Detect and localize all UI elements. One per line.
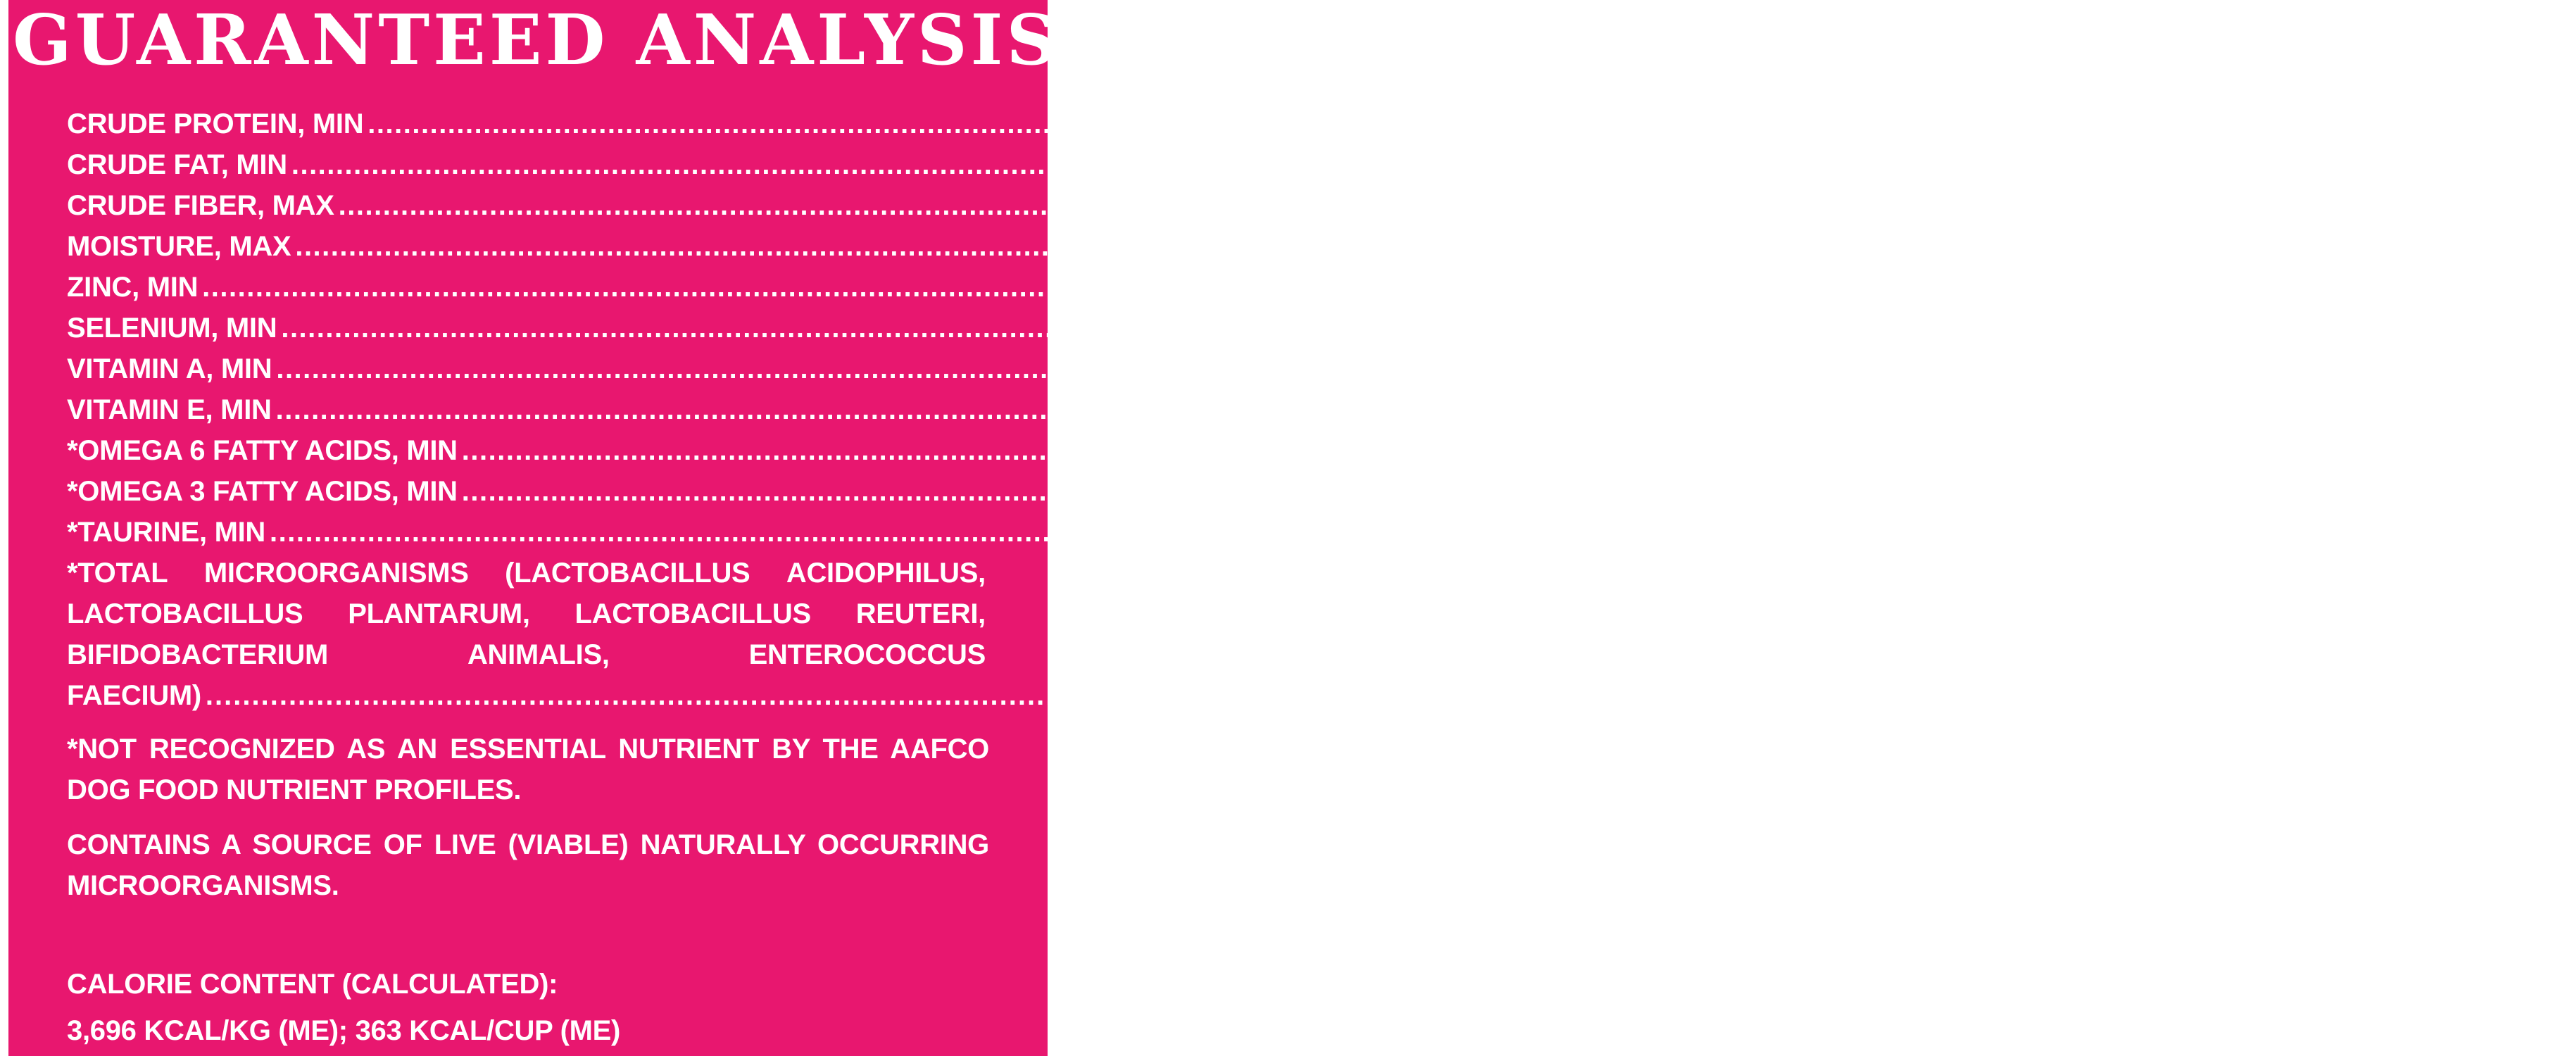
nutrient-value: 10.0%: [2128, 231, 2208, 262]
nutrient-label: SELENIUM, MIN: [67, 313, 277, 344]
dot-leader: ..............................................................................................................................................................................................................: [338, 190, 2168, 221]
dot-leader: ..............................................................................................................................................................................................................: [270, 517, 2099, 548]
microorganisms-line: [67, 637, 986, 672]
analysis-row: [67, 351, 2270, 386]
microorganisms-line: [67, 596, 986, 631]
analysis-row: [67, 433, 2359, 468]
nutrient-value: 3.0%: [2172, 190, 2235, 221]
microorganisms-word: LACTOBACILLUS: [574, 598, 811, 629]
nutrient-label: VITAMIN E, MIN: [67, 394, 272, 425]
microorganisms-word: ACIDOPHILUS,: [786, 558, 986, 589]
analysis-row: [67, 515, 2182, 550]
microorganisms-label: FAECIUM): [67, 680, 201, 711]
analysis-panel: [8, 0, 2576, 1056]
dot-leader: ..............................................................................................................................................................................................................: [276, 353, 2106, 384]
nutrient-value: 15.0%: [2125, 149, 2204, 180]
nutrient-label: ZINC, MIN: [67, 272, 199, 303]
nutrient-value: 0.3%: [2295, 476, 2359, 507]
nutrient-label: *OMEGA 6 FATTY ACIDS, MIN: [67, 435, 458, 466]
microorganisms-word: ENTEROCOCCUS: [748, 639, 986, 670]
dot-leader: ..............................................................................................................................................................................................................: [295, 231, 2125, 262]
analysis-row: [67, 147, 2204, 182]
microorganisms-word: BIFIDOBACTERIUM: [67, 639, 329, 670]
microorganisms-word: LACTOBACILLUS: [67, 598, 303, 629]
nutrient-value: 0.12%: [2103, 517, 2182, 548]
nutrient-value: 2.4%: [2295, 435, 2359, 466]
microorganisms-word: PLANTARUM,: [348, 598, 530, 629]
dot-leader: ..............................................................................................................................................................................................................: [281, 313, 2111, 344]
dot-leader: ..............................................................................................................................................................................................................: [461, 476, 2292, 507]
microorganisms-value: NOT LESS THAN 1,000,000 CFU/LB: [2111, 680, 2576, 711]
aafco-footnote: *NOT RECOGNIZED AS AN ESSENTIAL NUTRIENT BY THE AAFCO DOG FOOD NUTRIENT PROFILES.: [67, 734, 989, 805]
nutrient-value: 150 IU/kg: [2109, 394, 2231, 425]
analysis-row: [67, 106, 2280, 142]
calorie-values: 3,696 KCAL/KG (ME); 363 KCAL/CUP (ME): [67, 1015, 621, 1046]
nutrient-label: *TAURINE, MIN: [67, 517, 266, 548]
nutrient-label: CRUDE FIBER, MAX: [67, 190, 334, 221]
microorganisms-word: MICROORGANISMS: [203, 558, 469, 589]
microorganisms-line: [67, 555, 986, 591]
analysis-row: [67, 188, 2235, 223]
nutrient-label: *OMEGA 3 FATTY ACIDS, MIN: [67, 476, 458, 507]
microorganisms-word: REUTERI,: [855, 598, 986, 629]
microorganisms-word: ANIMALIS,: [467, 639, 610, 670]
page-title: GUARANTEED ANALYSIS: [13, 0, 1060, 81]
nutrient-label: MOISTURE, MAX: [67, 231, 291, 262]
dot-leader: ..............................................................................................................................................................................................................: [367, 108, 2197, 139]
microorganisms-word: *TOTAL: [67, 558, 168, 589]
nutrient-label: CRUDE PROTEIN, MIN: [67, 108, 364, 139]
nutrient-value: 0.4 mg/kg: [2114, 313, 2243, 344]
nutrient-label: CRUDE FAT, MIN: [67, 149, 287, 180]
analysis-row: [67, 310, 2243, 346]
analysis-row: [67, 270, 2172, 305]
analysis-row: [67, 474, 2359, 509]
nutrient-label: VITAMIN A, MIN: [67, 353, 272, 384]
dot-leader: ..............................................................................................................................................................................................................: [291, 149, 2121, 180]
live-source-statement: CONTAINS A SOURCE OF LIVE (VIABLE) NATURALLY OCCURRING MICROORGANISMS.: [67, 829, 989, 901]
microorganisms-word: (LACTOBACILLUS: [505, 558, 750, 589]
dot-leader: ..............................................................................................................................................................................................................: [275, 394, 2105, 425]
nutrient-value: 25.0%: [2201, 108, 2280, 139]
dot-leader: ..............................................................................................................................................................................................................: [461, 435, 2292, 466]
microorganisms-line: [67, 678, 2576, 713]
analysis-row: [67, 392, 2231, 427]
nutrient-value: 150 mg/kg: [2035, 272, 2172, 303]
analysis-row: [67, 229, 2208, 264]
calorie-heading: CALORIE CONTENT (CALCULATED):: [67, 969, 558, 1000]
dot-leader: ..............................................................................................................................................................................................................: [205, 680, 2108, 711]
dot-leader: ..............................................................................................................................................................................................................: [202, 272, 2032, 303]
nutrient-value: 12,000 IU/kg: [2109, 353, 2270, 384]
